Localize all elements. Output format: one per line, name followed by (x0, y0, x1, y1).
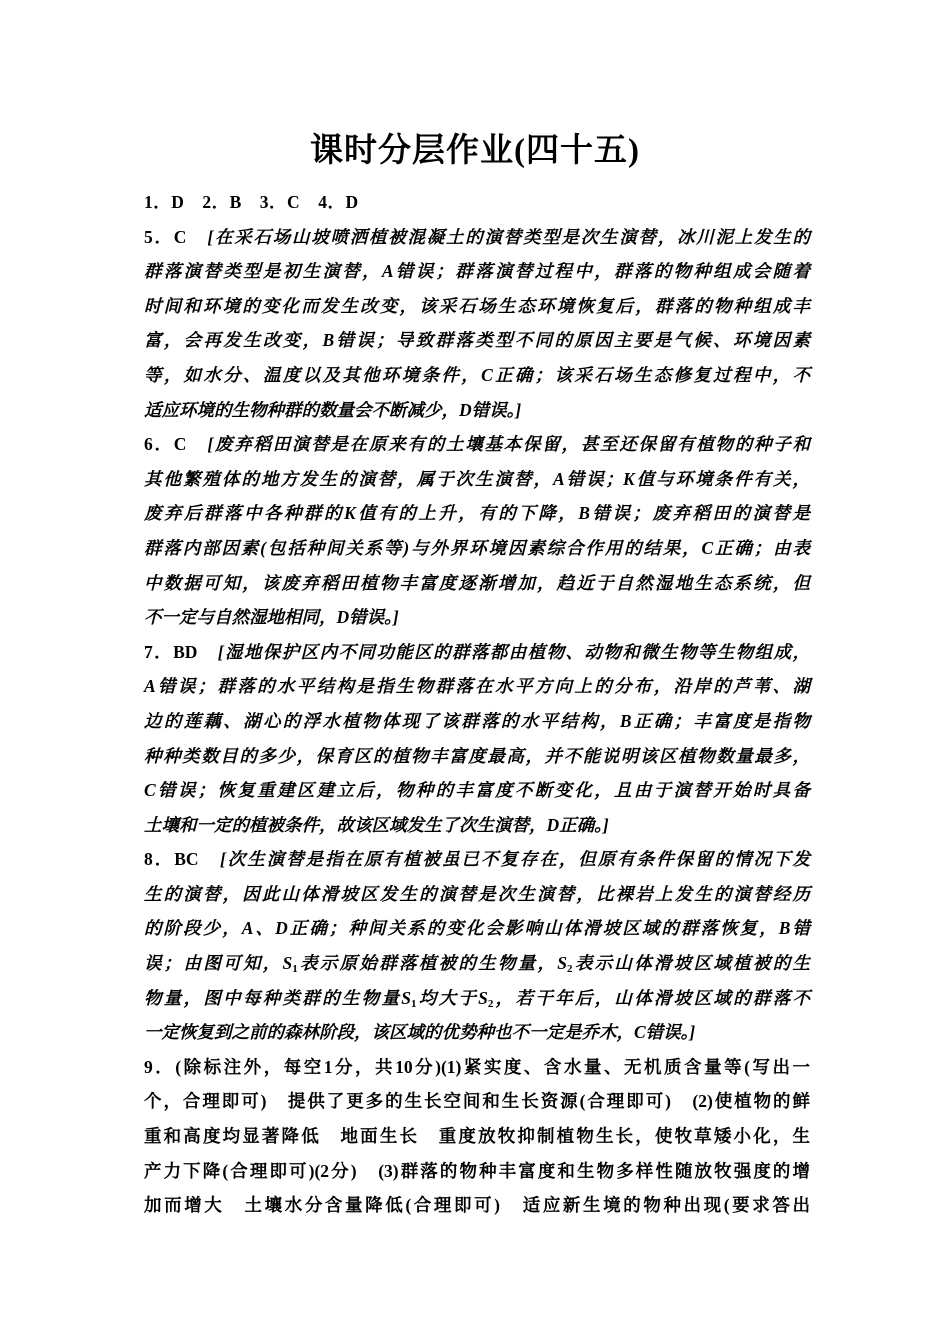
q6-line-5: 中数据可知，该废弃稻田植物丰富度逐渐增加，趋近于自然湿地生态系统，但 (144, 572, 810, 593)
q5-line-5: 等，如水分、温度以及其他环境条件，C正确；该采石场生态修复过程中，不 (144, 364, 810, 385)
q9-line-3: 重和高度均显著降低 地面生长 重度放牧抑制植物生长，使牧草矮小化，生 (144, 1126, 810, 1147)
q7-line-6: 土壤和一定的植被条件，故该区域发生了次生演替，D正确。] (144, 814, 609, 835)
q9-line-2: 个，合理即可) 提供了更多的生长空间和生长资源(合理即可) (2)使植物的鲜 (144, 1091, 810, 1112)
q8-line-4: 误；由图可知，$S_1$表示原始群落植被的生物量，$S_2$表示山体滑坡区域植被的生 (144, 953, 811, 976)
q6-number: 6．C (144, 434, 187, 455)
q7-line-1: 7．BD [湿地保护区内不同功能区的群落都由植物、动物和微生物等生物组成， (144, 641, 811, 662)
q5-line-1: 5．C [在采石场山坡喷洒植被混凝土的演替类型是次生演替，冰川泥上发生的 (144, 226, 811, 247)
q8-line-3: 的阶段少，A、D正确；种间关系的变化会影响山体滑坡区域的群落恢复，B错 (144, 918, 810, 939)
subscript: 1 (292, 963, 298, 976)
q9-line-5: 加而增大 土壤水分含量降低(合理即可) 适应新生境的物种出现(要求答出 (144, 1195, 810, 1216)
q8-number: 8．BC (144, 849, 199, 870)
short-answers: 1．D 2．B 3．C 4．D (144, 192, 359, 212)
q9-line-1: 9．(除标注外，每空1分，共10分)(1)紧实度、含水量、无机质含量等(写出一 (144, 1056, 810, 1077)
q5-number: 5．C (144, 226, 187, 247)
q7-line-3: 边的莲藕、湖心的浮水植物体现了该群落的水平结构，B正确；丰富度是指物 (144, 710, 810, 731)
subscript: 1 (411, 997, 417, 1010)
q7-number: 7．BD (144, 641, 198, 662)
page-title: 课时分层作业(四十五) (310, 133, 640, 169)
q8-line-6: 一定恢复到之前的森林阶段，该区域的优势种也不一定是乔木，C错误。] (144, 1022, 696, 1043)
q8-line-5: 物量，图中每种类群的生物量$S_1$均大于$S_2$，若干年后，山体滑坡区域的群落不 (144, 987, 811, 1010)
q8-line-1: 8．BC [次生演替是指在原有植被虽已不复存在，但原有条件保留的情况下发 (144, 849, 811, 870)
q6-line-1: 6．C [废弃稻田演替是在原来有的土壤基本保留，甚至还保留有植物的种子和 (144, 434, 811, 455)
q7-line-2: A错误；群落的水平结构是指生物群落在水平方向上的分布，沿岸的芦苇、湖 (144, 676, 810, 697)
q6-line-3: 废弃后群落中各种群的K值有的上升，有的下降，B错误；废弃稻田的演替是 (144, 503, 811, 524)
q7-line-5: C错误；恢复重建区建立后，物种的丰富度不断变化，且由于演替开始时具备 (144, 780, 810, 801)
k-symbol: K (344, 503, 356, 524)
q8-line-2: 生的演替，因此山体滑坡区发生的演替是次生演替，比裸岩上发生的演替经历 (144, 883, 810, 904)
answer-content (144, 185, 810, 1223)
q5-line-6: 适应环境的生物种群的数量会不断减少，D错误。] (144, 399, 522, 420)
q7-line-4: 种种类数目的多少，保育区的植物丰富度最高，并不能说明该区植物数量最多， (144, 745, 810, 766)
q5-line-4: 富，会再发生改变，B错误；导致群落类型不同的原因主要是气候、环境因素 (144, 330, 810, 351)
q5-line-3: 时间和环境的变化而发生改变，该采石场生态环境恢复后，群落的物种组成丰 (144, 295, 810, 316)
q6-line-6: 不一定与自然湿地相同，D错误。] (144, 607, 399, 628)
q6-line-2: 其他繁殖体的地方发生的演替，属于次生演替，A错误；K值与环境条件有关， (144, 468, 810, 489)
q5-line-2: 群落演替类型是初生演替，A错误；群落演替过程中，群落的物种组成会随着 (144, 261, 810, 282)
q9-line-4: 产力下降(合理即可)(2分) (3)群落的物种丰富度和生物多样性随放牧强度的增 (144, 1160, 810, 1181)
k-symbol: K (623, 468, 635, 489)
subscript: 2 (567, 963, 573, 976)
q6-line-4: 群落内部因素(包括种间关系等)与外界环境因素综合作用的结果，C正确；由表 (144, 537, 810, 558)
subscript: 2 (487, 997, 494, 1010)
